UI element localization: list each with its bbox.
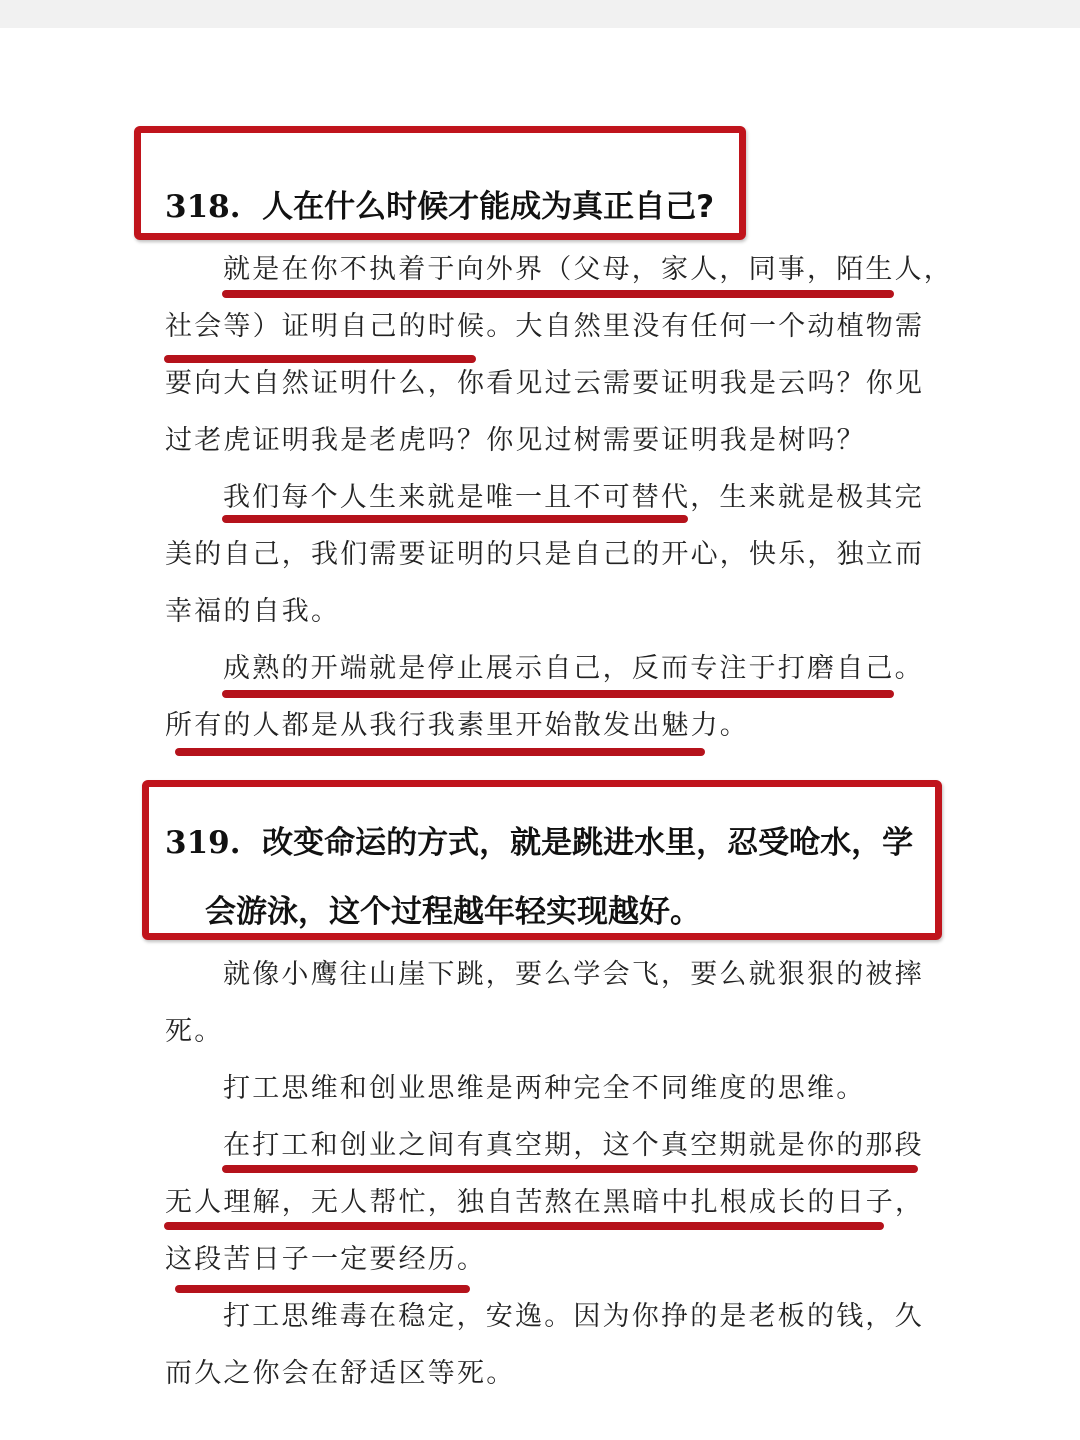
text-line: 死。 <box>165 1016 224 1047</box>
heading-318-title: 人在什么时候才能成为真正自己? <box>262 189 715 225</box>
text-line: 就像小鹰往山崖下跳，要么学会飞，要么就狠狠的被摔 <box>223 959 924 990</box>
underline-mark <box>222 690 894 698</box>
text-line: 过老虎证明我是老虎吗？你见过树需要证明我是树吗？ <box>165 425 866 456</box>
text-line: 就是在你不执着于向外界（父母，家人，同事，陌生人， <box>223 254 953 285</box>
text-line: 打工思维和创业思维是两种完全不同维度的思维。 <box>223 1073 866 1104</box>
top-bar <box>0 0 1080 28</box>
heading-318 <box>165 181 714 226</box>
heading-319-title-line2: 会游泳，这个过程越年轻实现越好。 <box>205 894 701 930</box>
heading-318-box <box>134 126 746 240</box>
underline-mark <box>175 1285 470 1293</box>
text-line: 要向大自然证明什么，你看见过云需要证明我是云吗？你见 <box>165 368 925 399</box>
text-line: 打工思维毒在稳定，安逸。因为你挣的是老板的钱，久 <box>223 1301 924 1332</box>
text-line: 无人理解，无人帮忙，独自苦熬在黑暗中扎根成长的日子， <box>165 1187 925 1218</box>
heading-319-line1 <box>165 817 913 862</box>
text-line: 幸福的自我。 <box>165 596 341 627</box>
text-line: 这段苦日子一定要经历。 <box>165 1244 487 1275</box>
underline-mark <box>175 748 705 756</box>
text-line: 社会等）证明自己的时候。大自然里没有任何一个动植物需 <box>165 311 925 342</box>
underline-mark <box>222 515 688 523</box>
heading-319-box <box>142 780 942 940</box>
text-line: 所有的人都是从我行我素里开始散发出魅力。 <box>165 710 749 741</box>
text-line: 而久之你会在舒适区等死。 <box>165 1358 516 1389</box>
text-line: 美的自己，我们需要证明的只是自己的开心，快乐，独立而 <box>165 539 925 570</box>
heading-319-title-line1: 改变命运的方式，就是跳进水里，忍受呛水，学 <box>262 825 914 861</box>
heading-318-number: 318. <box>165 189 241 225</box>
underline-mark <box>164 355 476 363</box>
text-line: 成熟的开端就是停止展示自己，反而专注于打磨自己。 <box>223 653 924 684</box>
underline-mark <box>222 290 894 298</box>
underline-mark <box>164 1222 884 1230</box>
text-line: 在打工和创业之间有真空期，这个真空期就是你的那段 <box>223 1130 924 1161</box>
text-line: 我们每个人生来就是唯一且不可替代，生来就是极其完 <box>223 482 924 513</box>
heading-319-number: 319. <box>165 825 241 861</box>
underline-mark <box>222 1165 918 1173</box>
